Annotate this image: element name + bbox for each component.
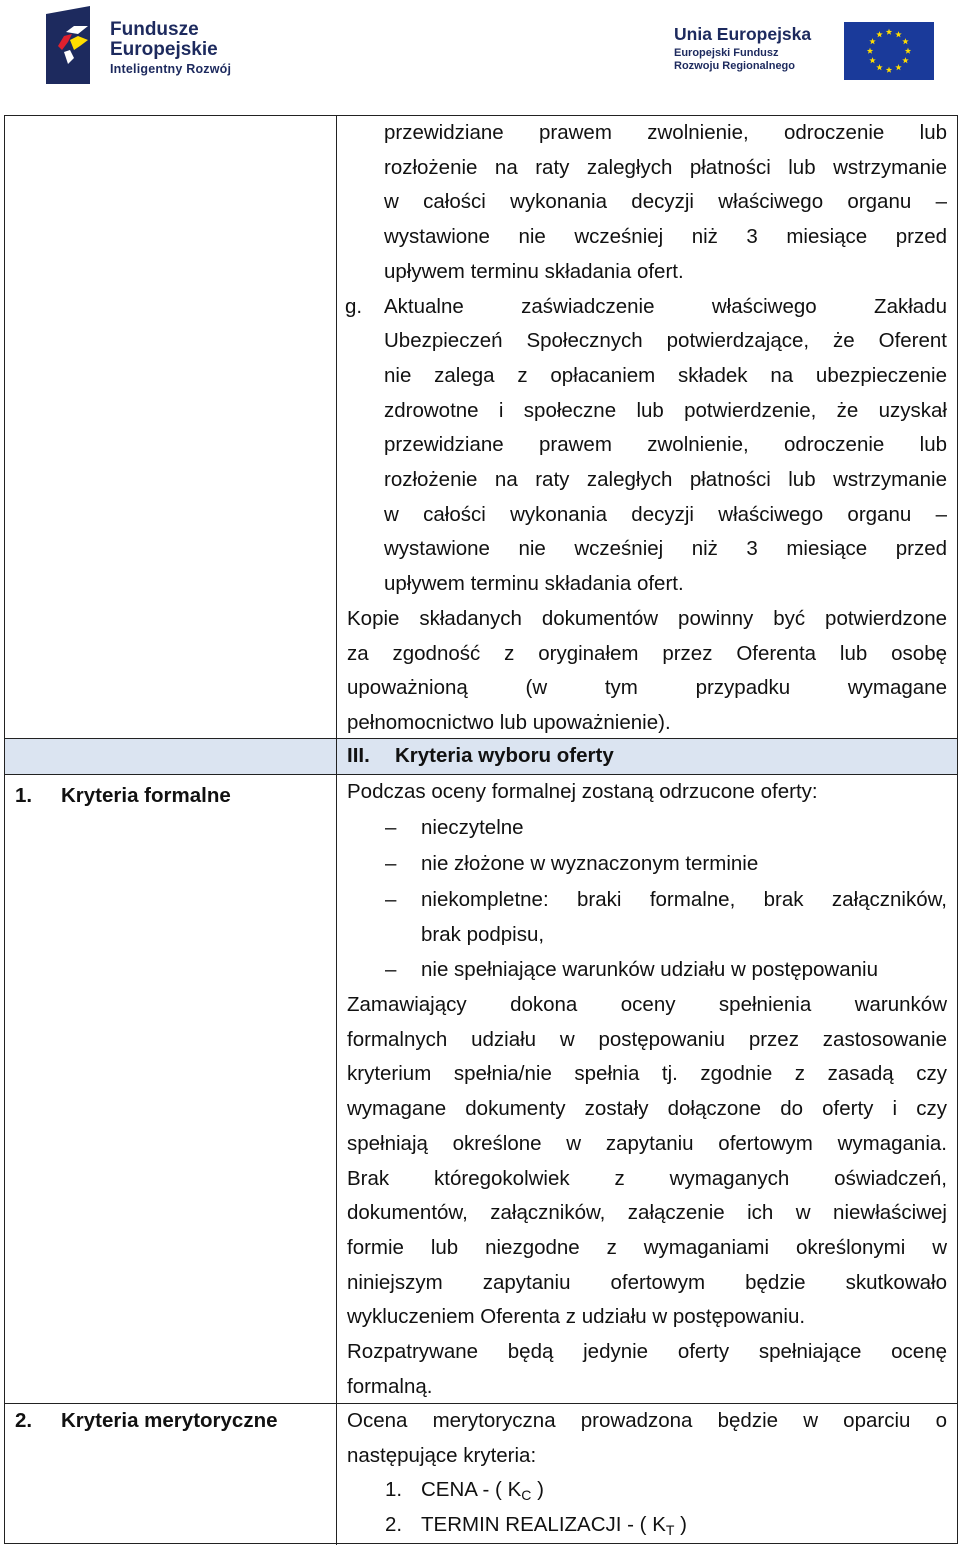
text-line: wystawione nie wcześniej niż 3 miesiące przed	[384, 225, 947, 249]
text-line: Kopie składanych dokumentów powinny być potwierdzone	[347, 606, 947, 630]
text-line: formalną.	[347, 1374, 433, 1398]
text-line: Brak któregokolwiek z wymaganych oświadczeń,	[347, 1166, 947, 1190]
ue-logo-line2: Europejski Fundusz	[674, 46, 779, 59]
list-item: nie złożone w wyznaczonym terminie	[421, 852, 759, 875]
criterion-number: 1.	[385, 1478, 403, 1502]
text-line: wymagane dokumenty zostały dołączone do oferty i czy	[347, 1097, 947, 1121]
row2-number: 2.	[15, 1409, 33, 1432]
list-item: nieczytelne	[421, 816, 524, 839]
text-line: kryterium spełnia/nie spełnia tj. zgodnie z zasadą czy	[347, 1062, 947, 1086]
text-line: upoważnioną (w tym przypadku wymagane	[347, 676, 947, 700]
criterion-text: TERMIN REALIZACJI - ( K	[421, 1513, 666, 1537]
section-number: III.	[347, 744, 370, 767]
text-line: Ubezpieczeń Społecznych potwierdzające, że Oferent	[384, 329, 947, 353]
criterion-text: CENA - ( K	[421, 1478, 522, 1502]
column-divider	[336, 116, 337, 1545]
dash-bullet: –	[385, 958, 397, 981]
text-line: Rozpatrywane będą jedynie oferty spełniające ocenę	[347, 1340, 947, 1363]
text-line: zdrowotne i społeczne lub potwierdzenie, że uzyskał	[384, 398, 947, 422]
dash-bullet: –	[385, 852, 397, 875]
text-line: upływem terminu składania ofert.	[384, 259, 684, 283]
text-line: następujące kryteria:	[347, 1443, 537, 1467]
fe-logo-line2: Europejskie	[110, 39, 218, 60]
fe-logo-line3: Inteligentny Rozwój	[110, 62, 232, 76]
section-title: Kryteria wyboru oferty	[395, 744, 614, 767]
text-line: wykluczeniem Oferenta z udziału w postępowaniu.	[347, 1305, 806, 1329]
text-line: Ocena merytoryczna prowadzona będzie w oparciu o	[347, 1409, 947, 1432]
criterion-number: 2.	[385, 1513, 403, 1537]
text-line: rozłożenie na raty zaległych płatności lub wstrzymanie	[384, 155, 947, 179]
fundusze-europejskie-logo	[44, 6, 264, 86]
row1-intro: Podczas oceny formalnej zostaną odrzucone oferty:	[347, 780, 818, 803]
document-table	[4, 115, 958, 1544]
text-line: za zgodność z oryginałem przez Oferenta lub osobę	[347, 641, 947, 665]
criterion-subscript: C	[521, 1487, 532, 1504]
criterion-subscript: T	[665, 1522, 675, 1539]
page-header	[0, 0, 960, 105]
eu-flag-icon	[844, 22, 934, 80]
text-line: upływem terminu składania ofert.	[384, 572, 684, 596]
text-line: niniejszym zapytaniu ofertowym będzie skutkowało	[347, 1270, 947, 1294]
text-line: przewidziane prawem zwolnienie, odroczenie lub	[384, 121, 947, 144]
text-line: pełnomocnictwo lub upoważnienie).	[347, 710, 671, 734]
text-line: Zamawiający dokona oceny spełnienia warunków	[347, 993, 947, 1016]
text-line: w całości wykonania decyzji właściwego organu –	[384, 502, 947, 526]
fe-logo-line1: Fundusze	[110, 19, 199, 40]
list-item: nie spełniające warunków udziału w postępowaniu	[421, 958, 878, 981]
text-line: wystawione nie wcześniej niż 3 miesiące przed	[384, 537, 947, 561]
text-line: formie lub niezgodne z wymaganiami określonymi w	[347, 1235, 947, 1259]
text-line: formalnych udziału w postępowaniu przez zastosowanie	[347, 1027, 947, 1051]
criterion-term	[421, 1508, 687, 1548]
list-item: niekompletne: braki formalne, brak załączników,	[421, 888, 947, 911]
unia-europejska-logo	[674, 22, 936, 84]
criterion-end: )	[531, 1478, 544, 1502]
text-line: w całości wykonania decyzji właściwego organu –	[384, 190, 947, 214]
criterion-end: )	[674, 1513, 687, 1537]
row2-label: Kryteria merytoryczne	[61, 1409, 278, 1432]
text-line: przewidziane prawem zwolnienie, odroczenie lub	[384, 433, 947, 457]
dash-bullet: –	[385, 816, 397, 839]
dash-bullet: –	[385, 888, 397, 911]
text-line: spełniają określone w zapytaniu ofertowym wymagania.	[347, 1131, 947, 1155]
row1-number: 1.	[15, 784, 33, 807]
ue-logo-line1: Unia Europejska	[674, 24, 812, 44]
text-line: dokumentów, załączników, załączenie ich w niewłaściwej	[347, 1201, 947, 1225]
list-item-continued: brak podpisu,	[421, 922, 545, 946]
text-line: Aktualne zaświadczenie właściwego Zakładu	[384, 294, 947, 318]
list-letter: g.	[345, 294, 363, 318]
text-line: nie zalega z opłacaniem składek na ubezpieczenie	[384, 363, 947, 387]
ue-logo-line3: Rozwoju Regionalnego	[674, 59, 795, 72]
row1-label: Kryteria formalne	[61, 784, 231, 807]
fe-star-mark-icon	[44, 6, 104, 86]
text-line: rozłożenie na raty zaległych płatności lub wstrzymanie	[384, 468, 947, 491]
